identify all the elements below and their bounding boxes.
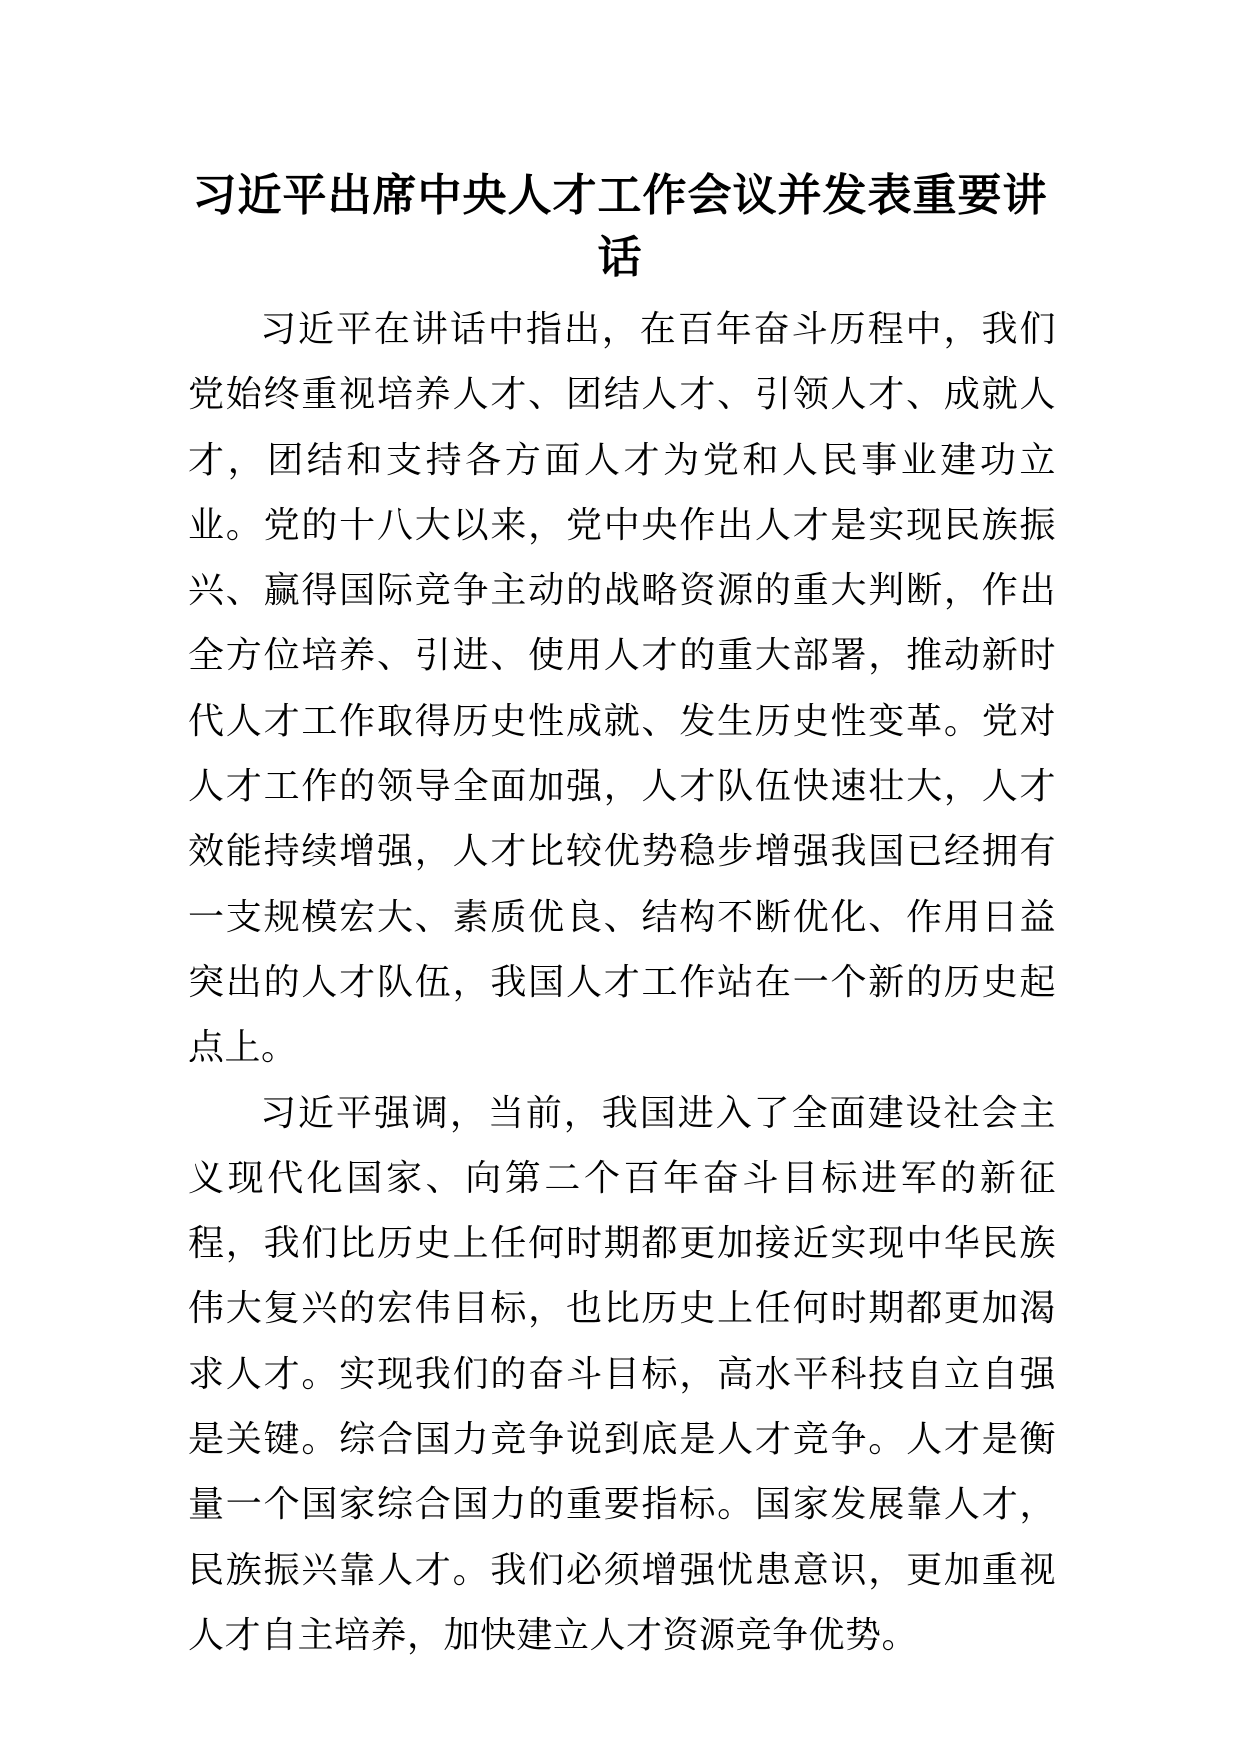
document-body [188,297,1056,1668]
body-paragraph-1: 习近平在讲话中指出，在百年奋斗历程中，我们党始终重视培养人才、团结人才、引领人才、成就人才，团结和支持各方面人才为党和人民事业建功立业。党的十八大以来，党中央作出人才是实现民族振兴、赢得国际竞争主动的战略资源的重大判断，作出全方位培养、引进、使用人才的重大部署，推动新时代人才工作取得历史性成就、发生历史性变革。党对人才工作的领导全面加强，人才队伍快速壮大，人才效能持续增强，人才比较优势稳步增强我国已经拥有一支规模宏大、素质优良、结构不断优化、作用日益突出的人才队伍，我国人才工作站在一个新的历史起点上。 [188,309,1056,1069]
body-paragraph-2: 习近平强调，当前，我国进入了全面建设社会主义现代化国家、向第二个百年奋斗目标进军的新征程，我们比历史上任何时期都更加接近实现中华民族伟大复兴的宏伟目标，也比历史上任何时期都更加渴求人才。实现我们的奋斗目标，高水平科技自立自强是关键。综合国力竞争说到底是人才竞争。人才是衡量一个国家综合国力的重要指标。国家发展靠人才，民族振兴靠人才。我们必须增强忧患意识，更加重视人才自主培养，加快建立人才资源竞争优势。 [188,1092,1056,1656]
document-title: 习近平出席中央人才工作会议并发表重要讲话 [192,170,1048,283]
